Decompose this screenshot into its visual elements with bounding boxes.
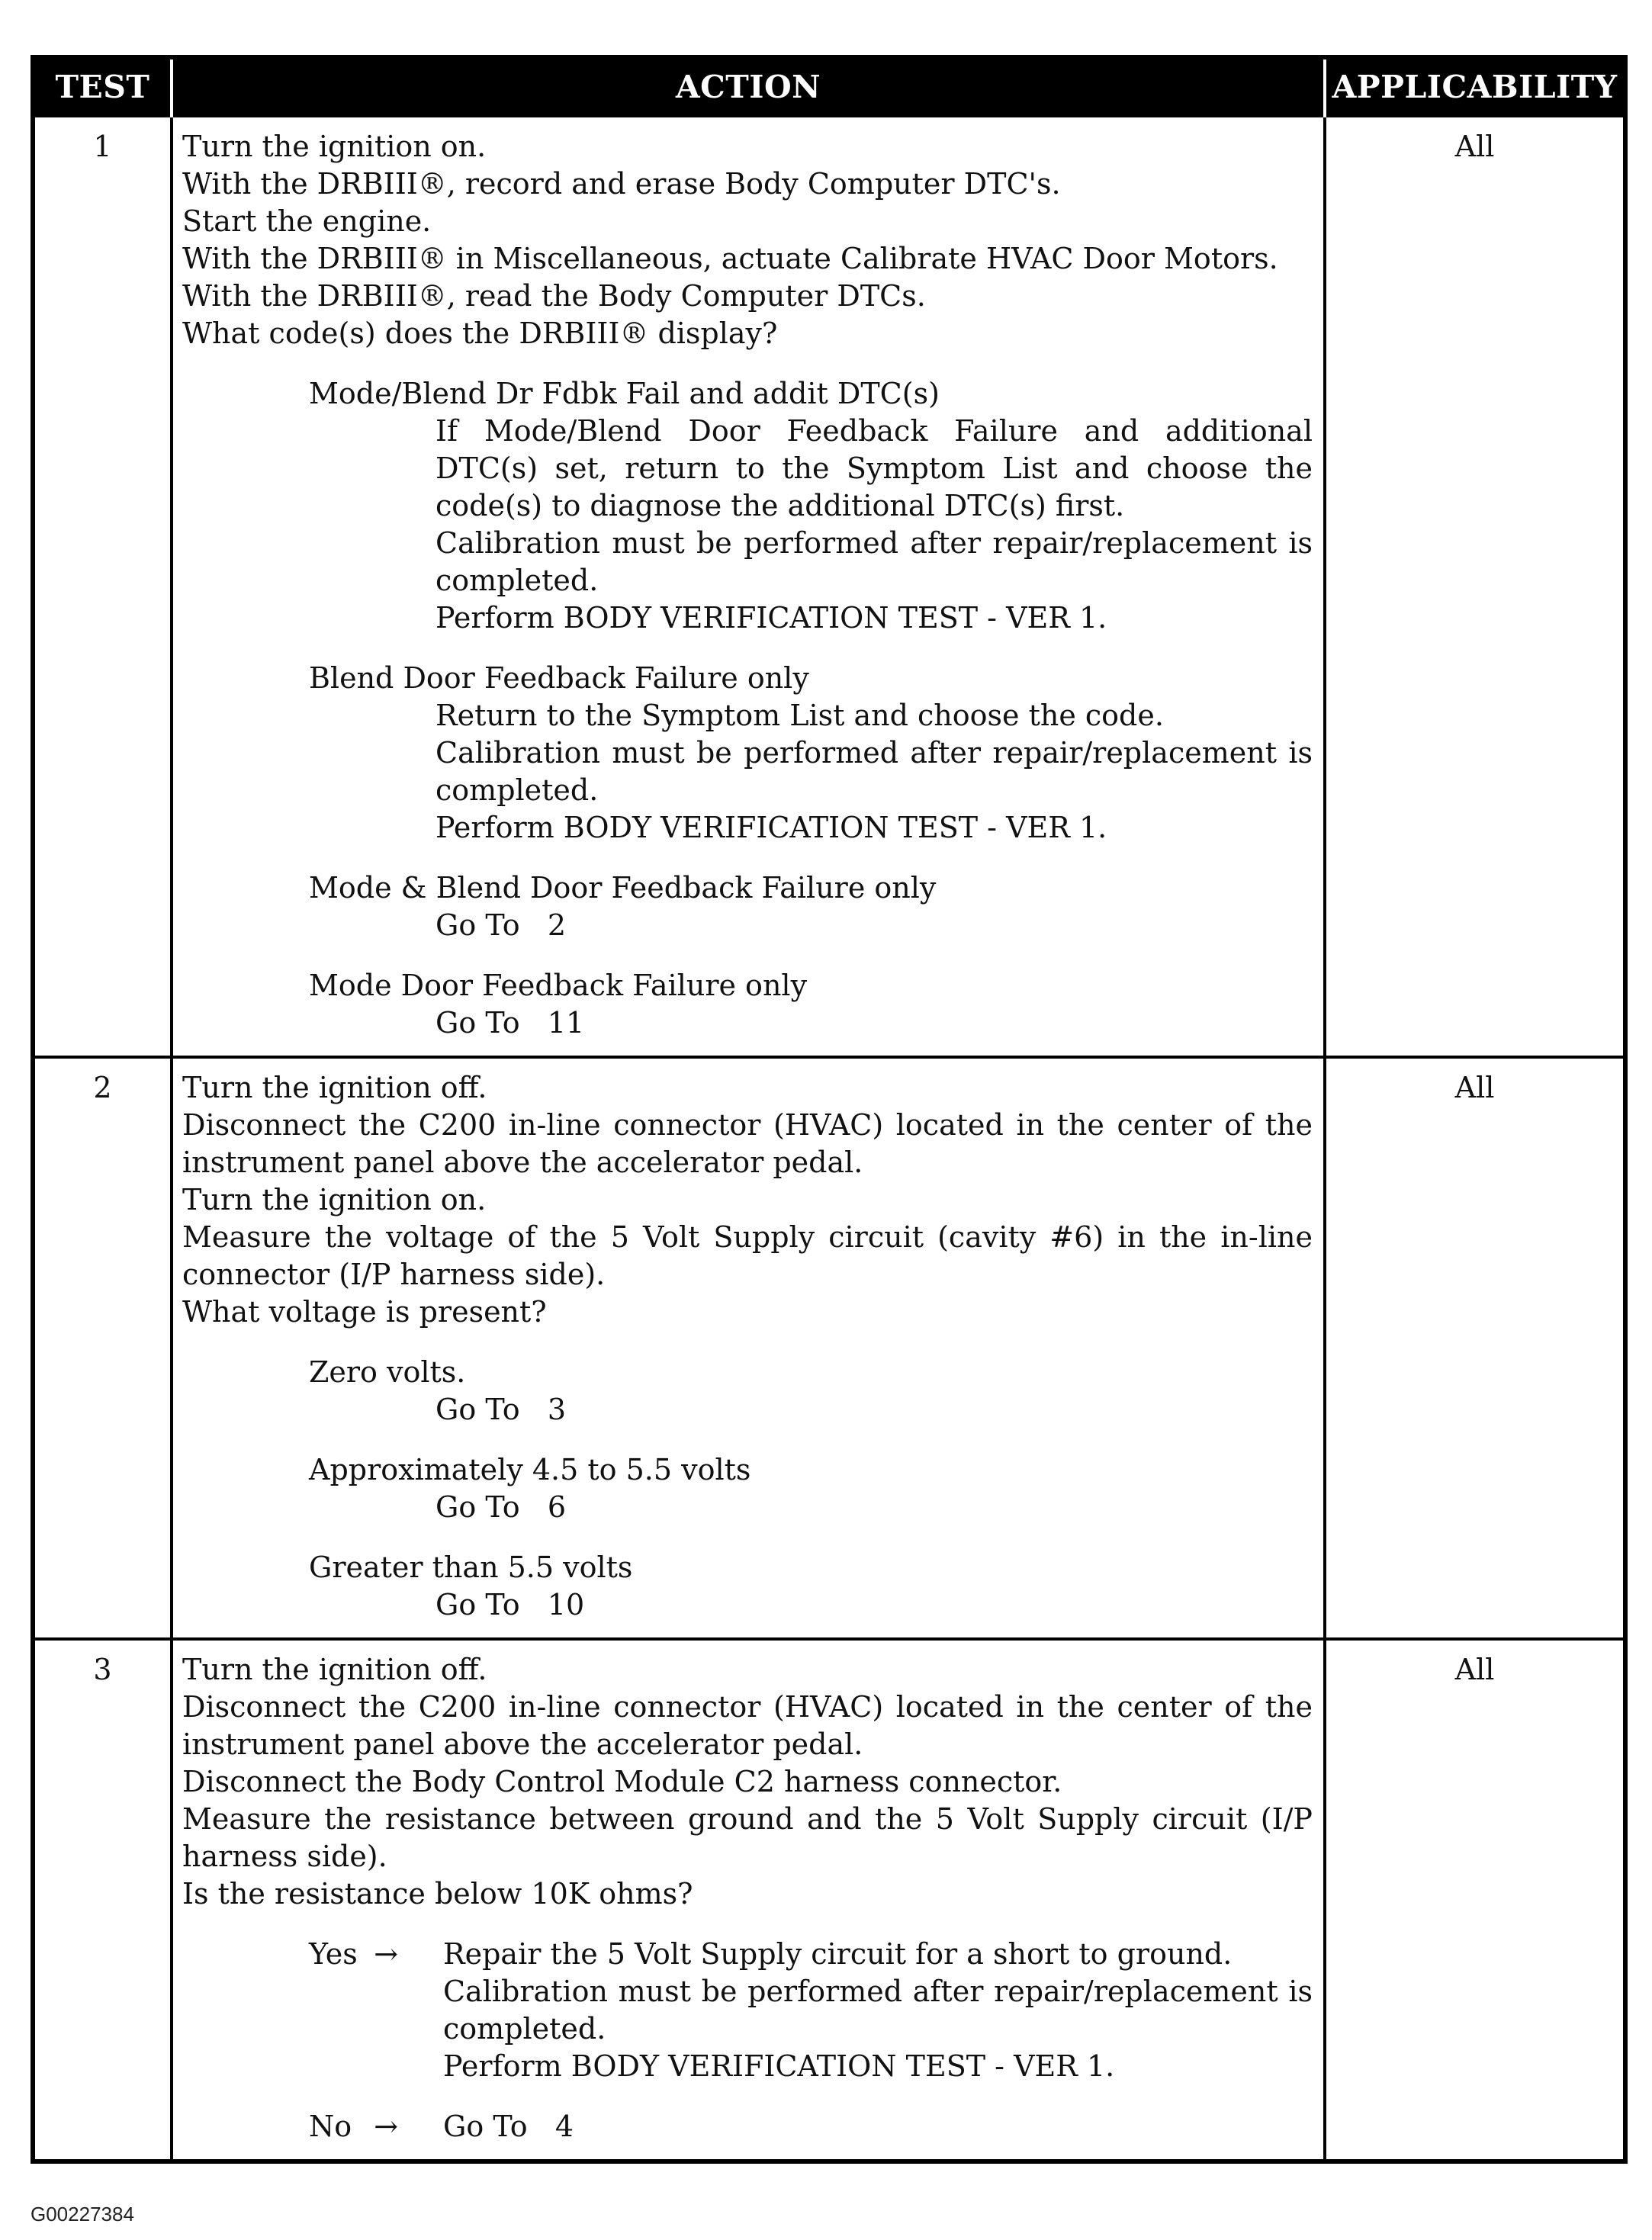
result-label: Zero volts. bbox=[309, 1355, 466, 1389]
question: What voltage is present? bbox=[182, 1295, 547, 1329]
answer-line: Calibration must be performed after repair/replacement is completed. bbox=[443, 1975, 1313, 2046]
answer-yes bbox=[182, 1936, 1313, 2085]
step: Start the engine. bbox=[182, 204, 432, 238]
result-option bbox=[182, 967, 1313, 1042]
answer-label: No bbox=[309, 2110, 352, 2143]
step: Turn the ignition on. bbox=[182, 130, 487, 163]
step: Measure the voltage of the 5 Volt Supply circuit (cavity #6) in the in-line connector (I/P harness side). bbox=[182, 1220, 1313, 1291]
result-line: If Mode/Blend Door Feedback Failure and additional DTC(s) set, return to the Symptom List and choose the code(s) to diagnose the additional DTC(s) first. bbox=[435, 414, 1313, 522]
result-option bbox=[182, 660, 1313, 847]
result-option bbox=[182, 1451, 1313, 1526]
table-header-row bbox=[33, 57, 1625, 116]
step: Disconnect the C200 in-line connector (HVAC) located in the center of the instrument panel above the accelerator pedal. bbox=[182, 1108, 1313, 1179]
result-line: Perform BODY VERIFICATION TEST - VER 1. bbox=[435, 811, 1107, 844]
answer-label: Yes bbox=[309, 1937, 358, 1971]
answer-no bbox=[182, 2108, 1313, 2145]
test-applicability: All bbox=[1325, 1639, 1625, 2161]
result-line: Calibration must be performed after repair/replacement is completed. bbox=[435, 736, 1313, 807]
result-label: Greater than 5.5 volts bbox=[309, 1551, 633, 1584]
test-applicability: All bbox=[1325, 116, 1625, 1057]
result-option bbox=[182, 869, 1313, 944]
goto-link[interactable]: Go To 10 bbox=[435, 1588, 585, 1621]
diagnostic-page bbox=[31, 55, 1623, 2164]
question: What code(s) does the DRBIII® display? bbox=[182, 317, 778, 350]
answer-text bbox=[443, 2108, 1313, 2145]
header-action: ACTION bbox=[172, 57, 1325, 116]
result-line: Return to the Symptom List and choose the code. bbox=[435, 699, 1164, 732]
result-line: Perform BODY VERIFICATION TEST - VER 1. bbox=[435, 601, 1107, 635]
step: Disconnect the Body Control Module C2 harness connector. bbox=[182, 1765, 1062, 1798]
test-action bbox=[172, 1057, 1325, 1639]
result-option bbox=[182, 1354, 1313, 1429]
step: Disconnect the C200 in-line connector (HVAC) located in the center of the instrument panel above the accelerator pedal. bbox=[182, 1690, 1313, 1761]
test-applicability: All bbox=[1325, 1057, 1625, 1639]
answer-line: Perform BODY VERIFICATION TEST - VER 1. bbox=[443, 2049, 1115, 2083]
result-option bbox=[182, 375, 1313, 637]
result-label: Approximately 4.5 to 5.5 volts bbox=[309, 1453, 751, 1486]
arrow-right-icon: → bbox=[374, 1937, 398, 1971]
step: With the DRBIII®, read the Body Computer DTCs. bbox=[182, 279, 926, 313]
test-row-1 bbox=[33, 116, 1625, 1057]
arrow-right-icon: → bbox=[374, 2110, 398, 2143]
step: Turn the ignition off. bbox=[182, 1653, 487, 1686]
step: With the DRBIII® in Miscellaneous, actuate Calibrate HVAC Door Motors. bbox=[182, 242, 1278, 275]
step: Turn the ignition on. bbox=[182, 1183, 487, 1216]
goto-link[interactable]: Go To 2 bbox=[435, 908, 566, 942]
result-line: Calibration must be performed after repair/replacement is completed. bbox=[435, 526, 1313, 597]
test-row-2 bbox=[33, 1057, 1625, 1639]
test-number: 1 bbox=[33, 116, 172, 1057]
goto-link[interactable]: Go To 11 bbox=[435, 1006, 585, 1040]
goto-link[interactable]: Go To 4 bbox=[443, 2110, 574, 2143]
goto-link[interactable]: Go To 3 bbox=[435, 1393, 566, 1426]
result-option bbox=[182, 1549, 1313, 1624]
test-number: 3 bbox=[33, 1639, 172, 2161]
test-number: 2 bbox=[33, 1057, 172, 1639]
question: Is the resistance below 10K ohms? bbox=[182, 1877, 693, 1911]
diagnostic-table bbox=[31, 55, 1628, 2164]
step: With the DRBIII®, record and erase Body Computer DTC's. bbox=[182, 167, 1061, 201]
result-label: Blend Door Feedback Failure only bbox=[309, 661, 809, 695]
step: Turn the ignition off. bbox=[182, 1071, 487, 1104]
header-test: TEST bbox=[33, 57, 172, 116]
answer-text bbox=[443, 1936, 1313, 2085]
test-action bbox=[172, 1639, 1325, 2161]
goto-link[interactable]: Go To 6 bbox=[435, 1490, 566, 1524]
test-row-3 bbox=[33, 1639, 1625, 2161]
step: Measure the resistance between ground and the 5 Volt Supply circuit (I/P harness side). bbox=[182, 1802, 1313, 1873]
result-label: Mode & Blend Door Feedback Failure only bbox=[309, 871, 937, 905]
test-action bbox=[172, 116, 1325, 1057]
result-label: Mode/Blend Dr Fdbk Fail and addit DTC(s) bbox=[309, 377, 940, 410]
answer-line: Repair the 5 Volt Supply circuit for a short to ground. bbox=[443, 1937, 1233, 1971]
figure-id: G00227384 bbox=[31, 2203, 134, 2226]
result-label: Mode Door Feedback Failure only bbox=[309, 969, 808, 1002]
header-applicability: APPLICABILITY bbox=[1325, 57, 1625, 116]
